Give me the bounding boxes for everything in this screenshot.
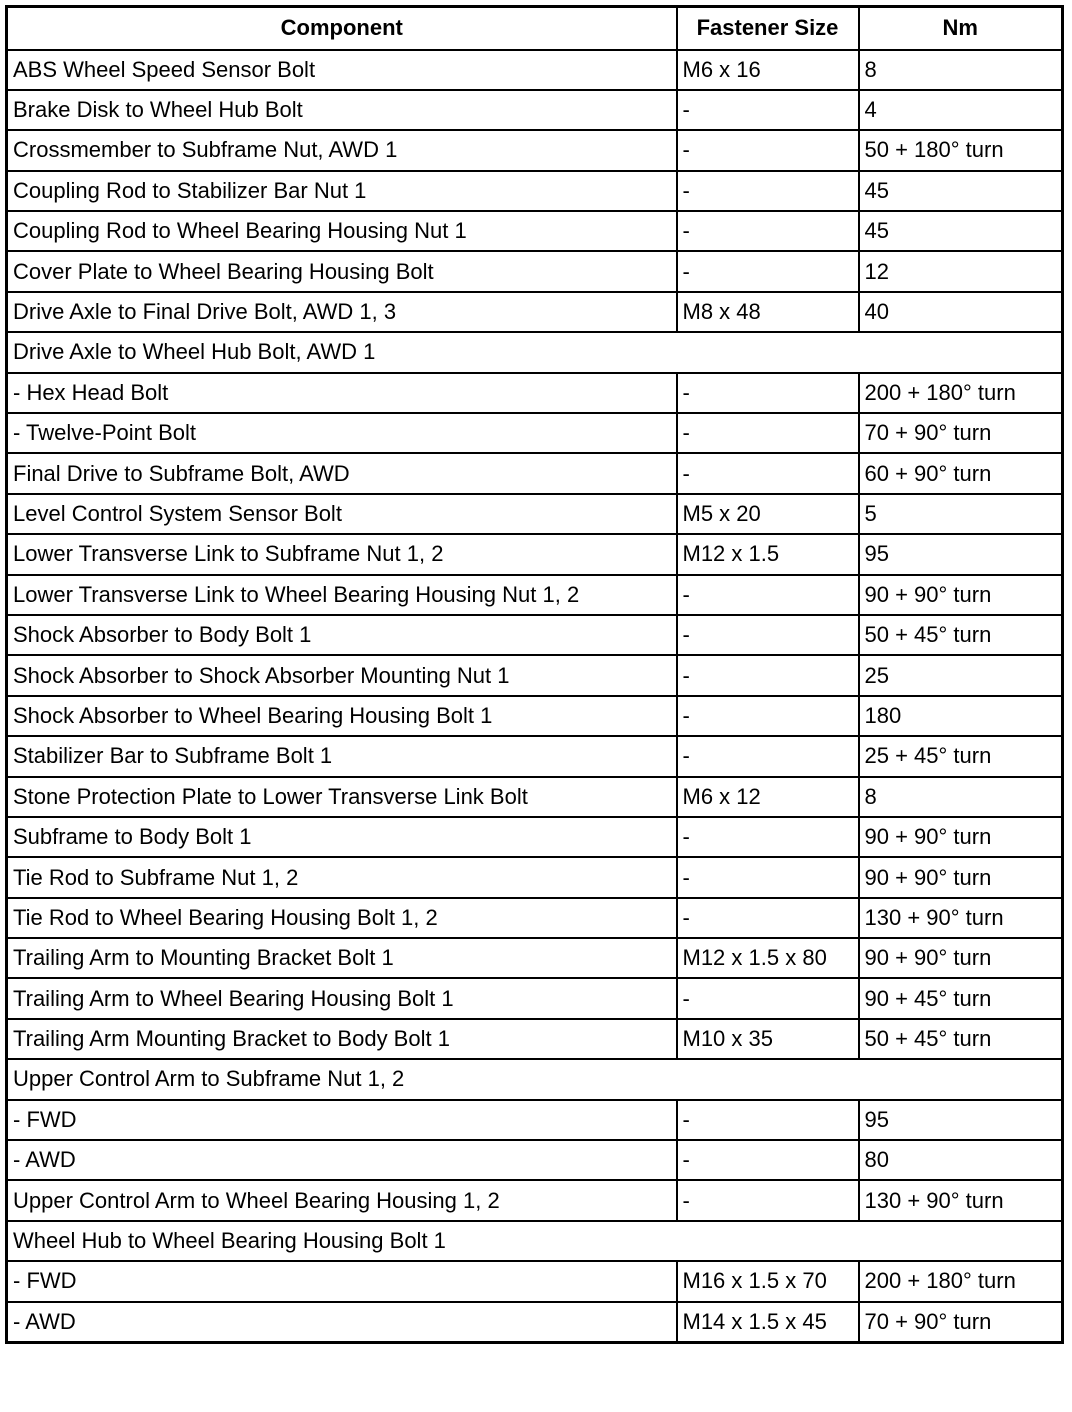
component-cell: Stabilizer Bar to Subframe Bolt 1 [7, 736, 677, 776]
component-cell: - FWD [7, 1100, 677, 1140]
component-cell: Shock Absorber to Wheel Bearing Housing Bolt 1 [7, 696, 677, 736]
nm-cell: 12 [859, 251, 1063, 291]
table-row [7, 494, 1063, 534]
fastener-size-cell: M12 x 1.5 [677, 534, 859, 574]
nm-cell: 50 + 45° turn [859, 615, 1063, 655]
fastener-size-cell: M6 x 16 [677, 50, 859, 90]
torque-spec-table [5, 5, 1064, 1344]
fastener-size-cell: - [677, 1180, 859, 1220]
fastener-size-cell: M5 x 20 [677, 494, 859, 534]
nm-cell: 90 + 90° turn [859, 857, 1063, 897]
component-cell: Brake Disk to Wheel Hub Bolt [7, 90, 677, 130]
nm-cell: 8 [859, 50, 1063, 90]
table-row [7, 938, 1063, 978]
table-row [7, 413, 1063, 453]
table-row [7, 130, 1063, 170]
header-component: Component [7, 7, 677, 50]
component-cell: Coupling Rod to Wheel Bearing Housing Nut 1 [7, 211, 677, 251]
group-component-cell: Upper Control Arm to Subframe Nut 1, 2 [7, 1059, 1063, 1099]
nm-cell: 25 [859, 655, 1063, 695]
nm-cell: 70 + 90° turn [859, 1302, 1063, 1342]
fastener-size-cell: - [677, 1140, 859, 1180]
fastener-size-cell: - [677, 655, 859, 695]
fastener-size-cell: - [677, 817, 859, 857]
fastener-size-cell: - [677, 615, 859, 655]
header-nm: Nm [859, 7, 1063, 50]
table-row [7, 292, 1063, 332]
nm-cell: 4 [859, 90, 1063, 130]
nm-cell: 60 + 90° turn [859, 453, 1063, 493]
fastener-size-cell: - [677, 575, 859, 615]
nm-cell: 25 + 45° turn [859, 736, 1063, 776]
component-cell: - Twelve-Point Bolt [7, 413, 677, 453]
table-row [7, 251, 1063, 291]
group-component-cell: Drive Axle to Wheel Hub Bolt, AWD 1 [7, 332, 1063, 372]
component-cell: - AWD [7, 1140, 677, 1180]
header-fastener-size: Fastener Size [677, 7, 859, 50]
fastener-size-cell: M10 x 35 [677, 1019, 859, 1059]
fastener-size-cell: M14 x 1.5 x 45 [677, 1302, 859, 1342]
component-cell: Shock Absorber to Shock Absorber Mounting Nut 1 [7, 655, 677, 695]
component-cell: Subframe to Body Bolt 1 [7, 817, 677, 857]
table-row [7, 575, 1063, 615]
table-row [7, 171, 1063, 211]
fastener-size-cell: - [677, 978, 859, 1018]
nm-cell: 40 [859, 292, 1063, 332]
table-row [7, 817, 1063, 857]
fastener-size-cell: - [677, 857, 859, 897]
table-row [7, 1302, 1063, 1342]
table-body [7, 50, 1063, 1343]
component-cell: Level Control System Sensor Bolt [7, 494, 677, 534]
fastener-size-cell: - [677, 696, 859, 736]
nm-cell: 130 + 90° turn [859, 1180, 1063, 1220]
fastener-size-cell: M8 x 48 [677, 292, 859, 332]
table-row [7, 777, 1063, 817]
header-row [7, 7, 1063, 50]
nm-cell: 50 + 180° turn [859, 130, 1063, 170]
component-cell: Stone Protection Plate to Lower Transverse Link Bolt [7, 777, 677, 817]
fastener-size-cell: - [677, 211, 859, 251]
component-cell: Cover Plate to Wheel Bearing Housing Bolt [7, 251, 677, 291]
component-cell: Lower Transverse Link to Subframe Nut 1, 2 [7, 534, 677, 574]
fastener-size-cell: - [677, 898, 859, 938]
nm-cell: 200 + 180° turn [859, 373, 1063, 413]
fastener-size-cell: - [677, 251, 859, 291]
nm-cell: 95 [859, 534, 1063, 574]
fastener-size-cell: - [677, 130, 859, 170]
table-group-row [7, 1221, 1063, 1261]
table-row [7, 1261, 1063, 1301]
component-cell: Coupling Rod to Stabilizer Bar Nut 1 [7, 171, 677, 211]
fastener-size-cell: M6 x 12 [677, 777, 859, 817]
table-row [7, 453, 1063, 493]
table-row [7, 615, 1063, 655]
component-cell: Shock Absorber to Body Bolt 1 [7, 615, 677, 655]
component-cell: Final Drive to Subframe Bolt, AWD [7, 453, 677, 493]
table-row [7, 50, 1063, 90]
component-cell: ABS Wheel Speed Sensor Bolt [7, 50, 677, 90]
fastener-size-cell: - [677, 90, 859, 130]
nm-cell: 45 [859, 211, 1063, 251]
nm-cell: 90 + 90° turn [859, 575, 1063, 615]
nm-cell: 95 [859, 1100, 1063, 1140]
table-row [7, 373, 1063, 413]
fastener-size-cell: - [677, 171, 859, 211]
fastener-size-cell: M12 x 1.5 x 80 [677, 938, 859, 978]
nm-cell: 200 + 180° turn [859, 1261, 1063, 1301]
table-row [7, 898, 1063, 938]
table-row [7, 90, 1063, 130]
table-row [7, 978, 1063, 1018]
table-row [7, 857, 1063, 897]
component-cell: Crossmember to Subframe Nut, AWD 1 [7, 130, 677, 170]
table-row [7, 655, 1063, 695]
nm-cell: 90 + 90° turn [859, 938, 1063, 978]
fastener-size-cell: - [677, 1100, 859, 1140]
nm-cell: 180 [859, 696, 1063, 736]
table-group-row [7, 1059, 1063, 1099]
nm-cell: 5 [859, 494, 1063, 534]
table-row [7, 211, 1063, 251]
nm-cell: 70 + 90° turn [859, 413, 1063, 453]
fastener-size-cell: - [677, 453, 859, 493]
nm-cell: 80 [859, 1140, 1063, 1180]
component-cell: Trailing Arm Mounting Bracket to Body Bolt 1 [7, 1019, 677, 1059]
component-cell: Tie Rod to Subframe Nut 1, 2 [7, 857, 677, 897]
fastener-size-cell: - [677, 373, 859, 413]
nm-cell: 90 + 45° turn [859, 978, 1063, 1018]
component-cell: Drive Axle to Final Drive Bolt, AWD 1, 3 [7, 292, 677, 332]
component-cell: - Hex Head Bolt [7, 373, 677, 413]
nm-cell: 45 [859, 171, 1063, 211]
table-row [7, 534, 1063, 574]
component-cell: Lower Transverse Link to Wheel Bearing Housing Nut 1, 2 [7, 575, 677, 615]
nm-cell: 8 [859, 777, 1063, 817]
fastener-size-cell: M16 x 1.5 x 70 [677, 1261, 859, 1301]
component-cell: - FWD [7, 1261, 677, 1301]
table-group-row [7, 332, 1063, 372]
table-row [7, 1019, 1063, 1059]
table-row [7, 696, 1063, 736]
component-cell: Trailing Arm to Mounting Bracket Bolt 1 [7, 938, 677, 978]
component-cell: Tie Rod to Wheel Bearing Housing Bolt 1, 2 [7, 898, 677, 938]
table-row [7, 1100, 1063, 1140]
component-cell: - AWD [7, 1302, 677, 1342]
nm-cell: 130 + 90° turn [859, 898, 1063, 938]
fastener-size-cell: - [677, 736, 859, 776]
table-row [7, 1180, 1063, 1220]
component-cell: Trailing Arm to Wheel Bearing Housing Bolt 1 [7, 978, 677, 1018]
fastener-size-cell: - [677, 413, 859, 453]
nm-cell: 90 + 90° turn [859, 817, 1063, 857]
component-cell: Upper Control Arm to Wheel Bearing Housing 1, 2 [7, 1180, 677, 1220]
table-row [7, 736, 1063, 776]
table-row [7, 1140, 1063, 1180]
nm-cell: 50 + 45° turn [859, 1019, 1063, 1059]
table-header [7, 7, 1063, 50]
group-component-cell: Wheel Hub to Wheel Bearing Housing Bolt 1 [7, 1221, 1063, 1261]
